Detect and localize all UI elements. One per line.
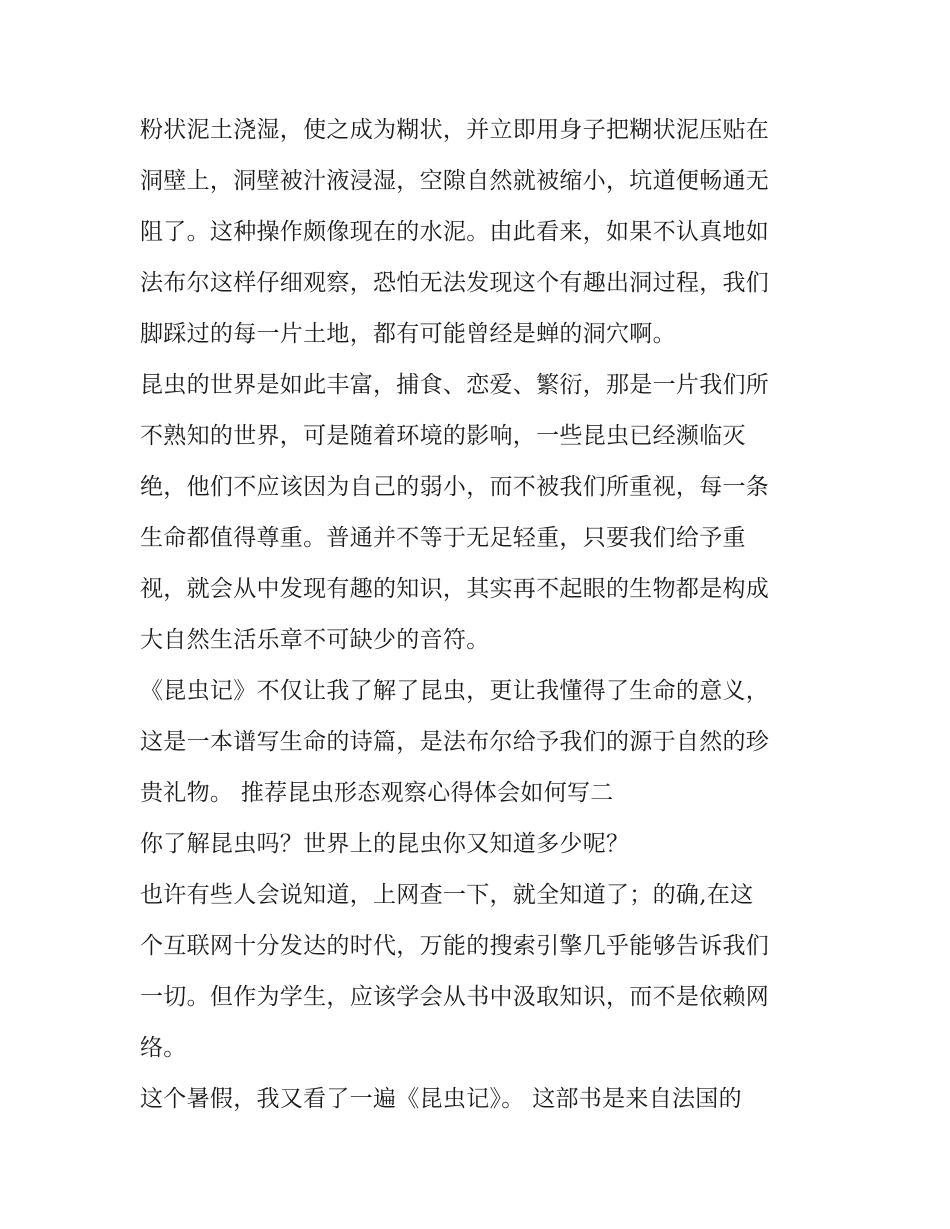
text-line: 络。	[140, 1035, 187, 1061]
text-line: 昆虫的世界是如此丰富，捕食、恋爱、繁衍，那是一片我们所	[140, 372, 770, 398]
text-line: 脚踩过的每一片土地，都有可能曾经是蝉的洞穴啊。	[140, 321, 676, 347]
text-line: 贵礼物。 推荐昆虫形态观察心得体会如何写二	[140, 780, 614, 806]
text-line: 也许有些人会说知道，上网查一下，就全知道了；的确,在这	[140, 882, 754, 908]
text-line: 粉状泥土浇湿，使之成为糊状，并立即用身子把糊状泥压贴在	[140, 117, 770, 143]
text-line: 洞壁上，洞壁被汁液浸湿，空隙自然就被缩小，坑道便畅通无	[140, 168, 770, 194]
text-line: 你了解昆虫吗？世界上的昆虫你又知道多少呢？	[140, 831, 630, 857]
text-line: 法布尔这样仔细观察，恐怕无法发现这个有趣出洞过程，我们	[140, 270, 770, 296]
text-line: 生命都值得尊重。普通并不等于无足轻重，只要我们给予重	[140, 525, 746, 551]
text-line: 大自然生活乐章不可缺少的音符。	[140, 627, 490, 653]
text-line: 这是一本谱写生命的诗篇，是法布尔给予我们的源于自然的珍	[140, 729, 770, 755]
text-line: 绝，他们不应该因为自己的弱小，而不被我们所重视，每一条	[140, 474, 770, 500]
document-body	[140, 105, 820, 1125]
text-line: 一切。但作为学生，应该学会从书中汲取知识，而不是依赖网	[140, 984, 770, 1010]
text-line: 阻了。这种操作颇像现在的水泥。由此看来，如果不认真地如	[140, 219, 770, 245]
text-line: 个互联网十分发达的时代，万能的搜索引擎几乎能够告诉我们	[140, 933, 770, 959]
text-line: 这个暑假，我又看了一遍《昆虫记》。 这部书是来自法国的	[140, 1086, 742, 1112]
text-line: 不熟知的世界，可是随着环境的影响，一些昆虫已经濒临灭	[140, 423, 746, 449]
text-line: 《昆虫记》不仅让我了解了昆虫，更让我懂得了生命的意义，	[140, 678, 770, 704]
text-line: 视，就会从中发现有趣的知识，其实再不起眼的生物都是构成	[140, 576, 770, 602]
